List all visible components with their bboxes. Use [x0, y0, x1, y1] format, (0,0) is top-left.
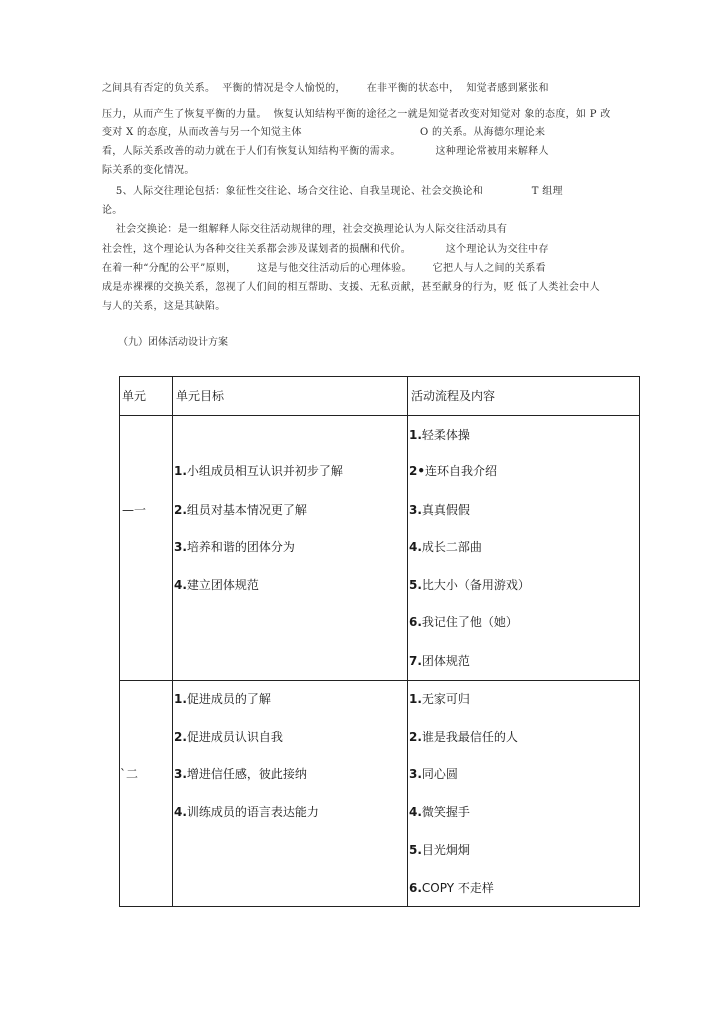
activity-item: 2.谁是我最信任的人	[409, 730, 518, 744]
unit-label: `二	[120, 767, 139, 781]
text-line: 际关系的变化情况。	[102, 165, 195, 176]
column-divider	[407, 377, 408, 906]
text-line: 社会性，这个理论认为各种交往关系都会涉及谋划者的损酬和代价。 这个理论认为交往中存	[102, 244, 549, 255]
activity-item: 4.成长二部曲	[409, 540, 482, 554]
header-activity: 活动流程及内容	[411, 389, 496, 403]
activity-item: 5.比大小（备用游戏）	[409, 578, 530, 592]
unit-label: —一	[122, 503, 147, 517]
activity-item: 3.同心圆	[409, 767, 458, 781]
text-line: 变对 X 的态度，从而改善与另一个知觉主体 O 的关系。从海德尔理论来	[102, 127, 546, 138]
text-line: 在着一种“分配的公平”原则， 这是与他交往活动后的心理体验。 它把人与人之间的关系看	[102, 263, 546, 274]
activity-item: 1.轻柔体操	[409, 428, 470, 442]
row-divider	[120, 680, 639, 681]
header-goal: 单元目标	[176, 389, 225, 403]
activity-item: 2•连环自我介绍	[409, 464, 498, 478]
goal-item: 1.促进成员的了解	[174, 692, 271, 706]
goal-item: 4.训练成员的语言表达能力	[174, 805, 319, 819]
activity-item: 6.我记住了他（她）	[409, 615, 518, 629]
text-line: 之间具有否定的负关系。 平衡的情况是令人愉悦的， 在非平衡的状态中， 知觉者感到紧张和	[102, 83, 549, 94]
goal-item: 4.建立团体规范	[174, 578, 259, 592]
goal-item: 3.培养和谐的团体分为	[174, 540, 295, 554]
goal-item: 1.小组成员相互认识并初步了解	[174, 464, 343, 478]
activity-item: 7.团体规范	[409, 654, 470, 668]
row-divider	[120, 415, 639, 416]
activity-item: 4.微笑握手	[409, 805, 470, 819]
text-line: 压力，从而产生了恢复平衡的力量。 恢复认知结构平衡的途径之一就是知觉者改变对知觉对 象的态度，如 P 改	[102, 109, 611, 120]
text-line: 与人的关系，这是其缺陷。	[102, 301, 226, 312]
header-unit: 单元	[122, 389, 147, 403]
activity-item: 1.无家可归	[409, 692, 470, 706]
text-line: 5、人际交往理论包括：象征性交往论、场合交往论、自我呈现论、社会交换论和 T 组理	[102, 186, 563, 197]
text-line: 社会交换论：是一组解释人际交往活动规律的理，社会交换理论认为人际交往活动具有	[102, 224, 508, 235]
text-line: 看，人际关系改善的动力就在于人们有恢复认知结构平衡的需求。 这种理论常被用来解释人	[102, 146, 549, 157]
text-line: 成是赤裸裸的交换关系，忽视了人们间的相互帮助、支援、无私贡献，甚至献身的行为，贬 低了人类社会中人	[102, 282, 600, 293]
activity-item: 5.目光炯炯	[409, 843, 470, 857]
column-divider	[172, 377, 173, 906]
activity-item: 6.COPY 不走样	[409, 881, 494, 895]
text-line: 论。	[102, 205, 123, 216]
goal-item: 2.组员对基本情况更了解	[174, 503, 307, 517]
section-title: （九）团体活动设计方案	[118, 337, 228, 348]
goal-item: 2.促进成员认识自我	[174, 730, 283, 744]
goal-item: 3.增进信任感，彼此接纳	[174, 767, 307, 781]
activity-plan-table	[119, 376, 640, 907]
activity-item: 3.真真假假	[409, 503, 470, 517]
